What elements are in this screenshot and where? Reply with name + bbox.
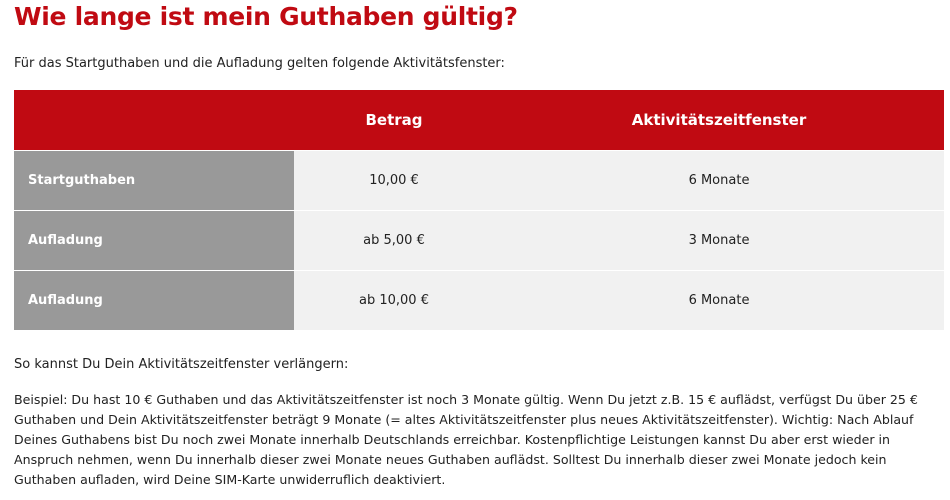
row-label: Aufladung	[14, 211, 294, 271]
intro-text: Für das Startguthaben und die Aufladung gelten folgende Aktivitätsfenster:	[14, 56, 505, 71]
header-activity-window: Aktivitätszeitfenster	[494, 90, 944, 151]
activity-window-cell: 6 Monate	[494, 271, 944, 331]
header-corner-cell	[14, 90, 294, 151]
credit-validity-table	[14, 90, 944, 331]
header-amount: Betrag	[294, 90, 494, 151]
amount-cell: ab 10,00 €	[294, 271, 494, 331]
example-paragraph: Beispiel: Du hast 10 € Guthaben und das Aktivitätszeitfenster ist noch 3 Monate gültig. Wenn Du jetzt z.B. 15 € auflädst, verfügst Du über 25 € Guthaben und Dein Aktivitätszeitfenster beträgt 9 Monate (= altes Aktivitätszeitfenster plus neues Aktivitätszeitfenster). Wichtig: Nach Ablauf Deines Guthabens bist Du noch zwei Monate innerhalb Deutschlands erreichbar. Kostenpflichtige Leistungen kannst Du aber erst wieder in Anspruch nehmen, wenn Du innerhalb dieser zwei Monate neues Guthaben auflädst. Solltest Du innerhalb dieser zwei Monate jedoch kein Guthaben aufladen, wird Deine SIM-Karte unwiderruflich deaktiviert.	[14, 392, 918, 487]
row-label: Aufladung	[14, 271, 294, 331]
activity-window-cell: 6 Monate	[494, 151, 944, 211]
amount-cell: 10,00 €	[294, 151, 494, 211]
table-row	[14, 271, 944, 331]
page-title: Wie lange ist mein Guthaben gültig?	[14, 2, 518, 31]
row-label: Startguthaben	[14, 151, 294, 211]
activity-window-cell: 3 Monate	[494, 211, 944, 271]
table-row	[14, 151, 944, 211]
extension-heading: So kannst Du Dein Aktivitätszeitfenster verlängern:	[14, 357, 349, 372]
amount-cell: ab 5,00 €	[294, 211, 494, 271]
table-row	[14, 211, 944, 271]
table-header-row	[14, 90, 944, 151]
